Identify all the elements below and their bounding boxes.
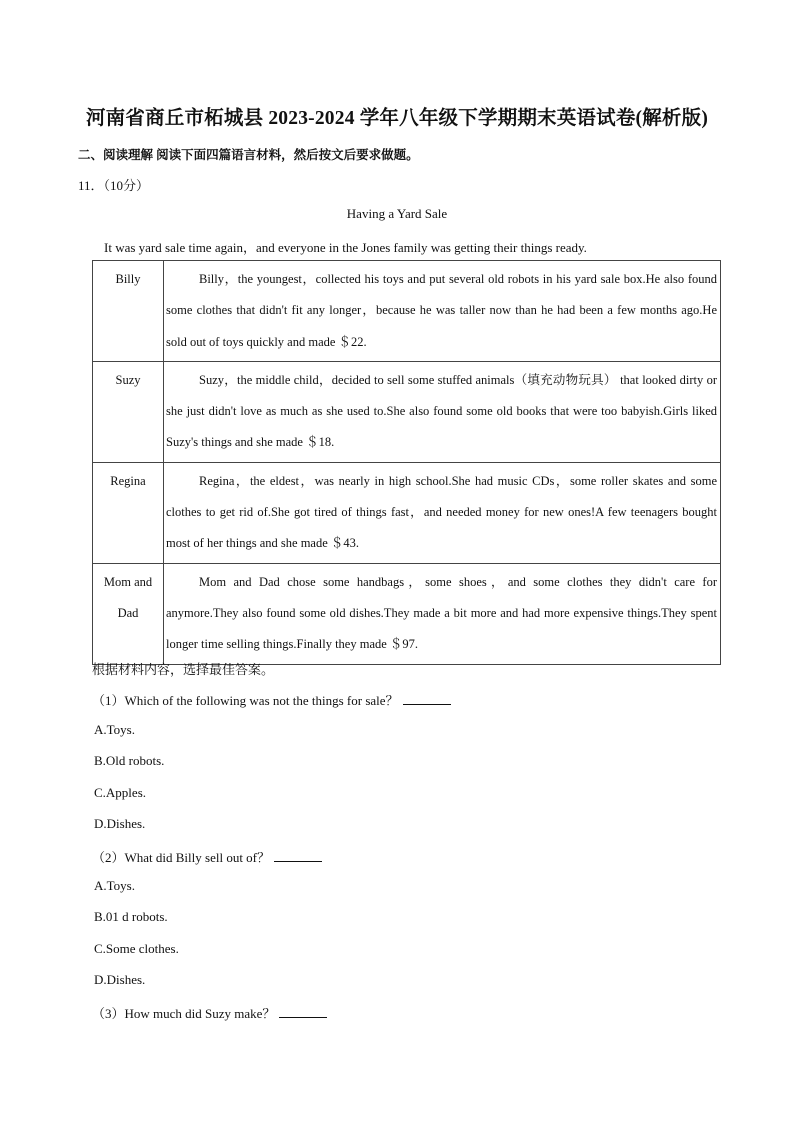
option-2d[interactable]: D.Dishes. xyxy=(94,972,146,987)
row-name: Mom and Dad xyxy=(93,563,164,664)
question-number: 11．（10分） xyxy=(78,178,150,193)
option-2c[interactable]: C.Some clothes. xyxy=(94,941,179,956)
table-row xyxy=(93,261,721,362)
row-name: Regina xyxy=(93,462,164,563)
passage-title: Having a Yard Sale xyxy=(346,206,448,221)
option-1d[interactable]: D.Dishes. xyxy=(94,816,146,831)
row-name: Billy xyxy=(93,261,164,362)
answer-blank[interactable] xyxy=(403,692,451,705)
option-1b[interactable]: B.Old robots. xyxy=(94,753,165,768)
instruction-text: 根据材料内容，选择最佳答案。 xyxy=(92,662,275,677)
row-text: Suzy，the middle child，decided to sell some stuffed animals（填充动物玩具） that looked dirty or she just didn't love as much as she used to.She also found some old books that were too babyish.Girls liked Suzy's things and she made ＄18. xyxy=(166,372,717,450)
option-2b[interactable]: B.01 d robots. xyxy=(94,909,168,924)
option-1a[interactable]: A.Toys. xyxy=(94,722,135,737)
question-2: （2）What did Billy sell out of？ xyxy=(92,847,322,866)
row-text: Billy，the youngest，collected his toys and put several old robots in his yard sale box.He also found some clothes that didn't fit any longer，because he was taller now than he had been a few months ago.He sold out of toys quickly and made ＄22. xyxy=(166,272,717,349)
table-row xyxy=(93,361,721,462)
passage-intro: It was yard sale time again，and everyone in the Jones family was getting their things ready. xyxy=(104,240,587,255)
option-2a[interactable]: A.Toys. xyxy=(94,878,135,893)
question-1: （1）Which of the following was not the things for sale？ xyxy=(92,690,451,709)
row-name: Suzy xyxy=(93,361,164,462)
section-heading: 二、阅读理解 阅读下面四篇语言材料，然后按文后要求做题。 xyxy=(78,148,419,162)
option-1c[interactable]: C.Apples. xyxy=(94,785,146,800)
document-title: 河南省商丘市柘城县 2023-2024 学年八年级下学期期末英语试卷(解析版) xyxy=(85,108,709,129)
family-sales-table xyxy=(92,260,721,665)
row-text: Regina，the eldest，was nearly in high school.She had music CDs，some roller skates and some clothes to get rid of.She got tired of things fast，and needed money for new ones!A few teenagers bought most of her things and she made ＄43. xyxy=(166,473,717,551)
table-row xyxy=(93,563,721,664)
question-3: （3）How much did Suzy make？ xyxy=(92,1003,327,1022)
table-row xyxy=(93,462,721,563)
row-text: Mom and Dad chose some handbags，some shoes，and some clothes they didn't care for anymore.They also found some old dishes.They made a bit more and had more expensive things.They spent longer time selling things.Finally they made ＄97. xyxy=(166,574,717,652)
answer-blank[interactable] xyxy=(274,849,322,862)
answer-blank[interactable] xyxy=(279,1005,327,1018)
